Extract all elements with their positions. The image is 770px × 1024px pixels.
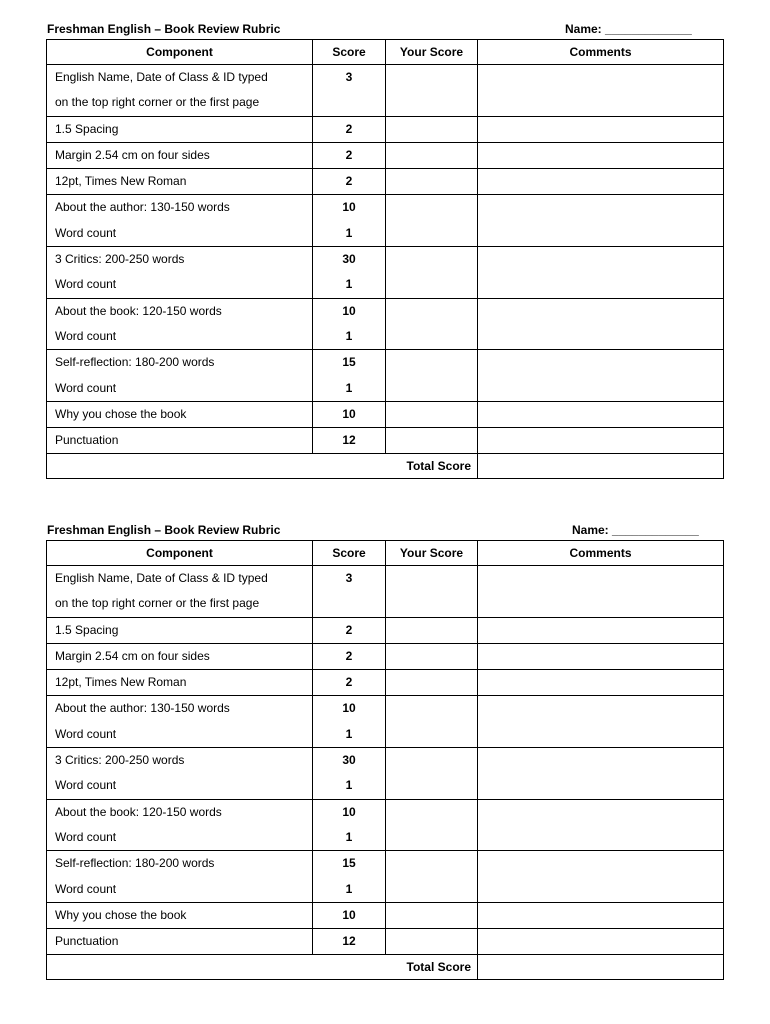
score-cell	[313, 799, 386, 851]
component-text: English Name, Date of Class & ID typed	[55, 70, 268, 84]
component-text: Margin 2.54 cm on four sides	[55, 147, 210, 162]
table-row	[47, 169, 724, 195]
rubric-body	[47, 65, 724, 454]
column-header-your-score: Your Score	[386, 40, 478, 65]
component-text: Word count	[55, 726, 117, 741]
score-value: 10	[342, 804, 356, 819]
score-value: 10	[342, 200, 356, 215]
your-score-cell[interactable]	[386, 670, 478, 696]
component-text: Word count	[55, 778, 117, 793]
score-value: 10	[342, 406, 356, 421]
score-cell	[313, 195, 386, 247]
rubric-top	[46, 20, 723, 479]
comments-cell[interactable]	[478, 401, 724, 427]
comments-cell[interactable]	[478, 142, 724, 168]
score-cell	[313, 670, 386, 696]
rubric-title: Freshman English – Book Review Rubric	[47, 523, 281, 537]
column-header-score: Score	[313, 40, 386, 65]
component-text: 12pt, Times New Roman	[55, 174, 187, 189]
component-cell	[47, 748, 313, 800]
component-text: Why you chose the book	[55, 907, 187, 922]
comments-cell[interactable]	[478, 566, 724, 618]
rubric-body	[47, 566, 724, 955]
table-row	[47, 142, 724, 168]
score-cell	[313, 851, 386, 903]
component-text: English Name, Date of Class & ID typed	[55, 571, 268, 585]
column-header-score: Score	[313, 541, 386, 566]
rubric-title: Freshman English – Book Review Rubric	[47, 22, 281, 36]
score-value: 10	[342, 303, 356, 318]
comments-cell[interactable]	[478, 350, 724, 402]
score-value	[313, 90, 385, 115]
comments-cell[interactable]	[478, 696, 724, 748]
table-row	[47, 617, 724, 643]
component-text: 1.5 Spacing	[55, 121, 119, 136]
component-cell	[47, 401, 313, 427]
score-value: 30	[342, 753, 356, 768]
score-value	[313, 591, 385, 616]
score-value: 2	[345, 147, 353, 162]
component-text: 3 Critics: 200-250 words	[55, 753, 185, 768]
component-text: Punctuation	[55, 934, 119, 949]
your-score-cell[interactable]	[386, 169, 478, 195]
score-cell	[313, 142, 386, 168]
your-score-cell[interactable]	[386, 748, 478, 800]
score-value: 1	[345, 881, 353, 896]
score-value: 12	[342, 433, 356, 448]
component-text: 3 Critics: 200-250 words	[55, 252, 185, 267]
component-text: About the author: 130-150 words	[55, 200, 230, 215]
column-header-component: Component	[47, 40, 313, 65]
component-text: on the top right corner or the first page	[55, 596, 260, 611]
component-cell	[47, 195, 313, 247]
component-text: Word count	[55, 328, 117, 343]
comments-cell[interactable]	[478, 617, 724, 643]
score-cell	[313, 169, 386, 195]
table-row	[47, 195, 724, 247]
score-value: 2	[345, 622, 353, 637]
score-value: 2	[345, 675, 353, 690]
your-score-cell[interactable]	[386, 643, 478, 669]
score-cell	[313, 298, 386, 350]
score-value: 2	[345, 121, 353, 136]
component-text: About the author: 130-150 words	[55, 701, 230, 716]
comments-cell[interactable]	[478, 169, 724, 195]
comments-cell[interactable]	[478, 428, 724, 454]
component-text: Why you chose the book	[55, 406, 187, 421]
score-value: 3	[345, 70, 353, 84]
score-value: 1	[345, 380, 353, 395]
table-header-row	[47, 40, 724, 65]
your-score-cell[interactable]	[386, 247, 478, 299]
your-score-cell[interactable]	[386, 116, 478, 142]
score-value: 12	[342, 934, 356, 949]
comments-cell[interactable]	[478, 65, 724, 117]
component-cell	[47, 617, 313, 643]
column-header-comments: Comments	[478, 541, 724, 566]
total-score-cell[interactable]	[478, 454, 724, 479]
comments-cell[interactable]	[478, 902, 724, 928]
total-score-cell[interactable]	[478, 955, 724, 980]
rubric-header	[46, 20, 723, 39]
component-cell	[47, 428, 313, 454]
component-cell	[47, 142, 313, 168]
your-score-cell[interactable]	[386, 350, 478, 402]
comments-cell[interactable]	[478, 195, 724, 247]
component-cell	[47, 247, 313, 299]
score-value: 10	[342, 701, 356, 716]
table-row	[47, 929, 724, 955]
score-cell	[313, 247, 386, 299]
score-value: 1	[345, 225, 353, 240]
score-value: 1	[345, 726, 353, 741]
score-value: 1	[345, 277, 353, 292]
rubric-bottom	[46, 521, 723, 980]
your-score-cell[interactable]	[386, 799, 478, 851]
component-cell	[47, 851, 313, 903]
component-cell	[47, 696, 313, 748]
component-cell	[47, 169, 313, 195]
your-score-cell[interactable]	[386, 696, 478, 748]
table-row	[47, 902, 724, 928]
comments-cell[interactable]	[478, 851, 724, 903]
component-text: About the book: 120-150 words	[55, 303, 222, 318]
column-header-component: Component	[47, 541, 313, 566]
component-text: 12pt, Times New Roman	[55, 675, 187, 690]
component-cell	[47, 116, 313, 142]
component-cell	[47, 670, 313, 696]
comments-cell[interactable]	[478, 643, 724, 669]
your-score-cell[interactable]	[386, 929, 478, 955]
score-value: 15	[342, 355, 356, 370]
component-cell	[47, 929, 313, 955]
score-cell	[313, 696, 386, 748]
score-value: 15	[342, 856, 356, 871]
table-row	[47, 350, 724, 402]
your-score-cell[interactable]	[386, 65, 478, 117]
your-score-cell[interactable]	[386, 298, 478, 350]
name-field: Name: _____________	[572, 523, 699, 537]
score-cell	[313, 428, 386, 454]
score-value: 1	[345, 829, 353, 844]
table-row	[47, 428, 724, 454]
comments-cell[interactable]	[478, 748, 724, 800]
column-header-your-score: Your Score	[386, 541, 478, 566]
score-value: 2	[345, 648, 353, 663]
component-cell	[47, 643, 313, 669]
score-cell	[313, 929, 386, 955]
table-row	[47, 748, 724, 800]
name-field: Name: _____________	[565, 22, 692, 36]
component-text: About the book: 120-150 words	[55, 804, 222, 819]
rubric-table	[46, 540, 724, 980]
component-cell	[47, 350, 313, 402]
comments-cell[interactable]	[478, 116, 724, 142]
total-score-label: Total Score	[47, 454, 478, 479]
component-text: Word count	[55, 829, 117, 844]
your-score-cell[interactable]	[386, 566, 478, 618]
component-cell	[47, 799, 313, 851]
your-score-cell[interactable]	[386, 195, 478, 247]
table-row	[47, 65, 724, 117]
total-row	[47, 454, 724, 479]
comments-cell[interactable]	[478, 670, 724, 696]
score-cell	[313, 401, 386, 427]
your-score-cell[interactable]	[386, 142, 478, 168]
comments-cell[interactable]	[478, 247, 724, 299]
table-row	[47, 799, 724, 851]
table-row	[47, 116, 724, 142]
score-cell	[313, 748, 386, 800]
table-header-row	[47, 541, 724, 566]
comments-cell[interactable]	[478, 799, 724, 851]
score-cell	[313, 902, 386, 928]
table-row	[47, 566, 724, 618]
component-text: Word count	[55, 881, 117, 896]
your-score-cell[interactable]	[386, 617, 478, 643]
your-score-cell[interactable]	[386, 428, 478, 454]
comments-cell[interactable]	[478, 298, 724, 350]
total-row	[47, 955, 724, 980]
component-text: Punctuation	[55, 433, 119, 448]
comments-cell[interactable]	[478, 929, 724, 955]
score-value: 10	[342, 907, 356, 922]
score-value: 3	[345, 571, 353, 585]
table-row	[47, 851, 724, 903]
component-cell	[47, 298, 313, 350]
score-value: 1	[345, 328, 353, 343]
your-score-cell[interactable]	[386, 401, 478, 427]
table-row	[47, 643, 724, 669]
table-row	[47, 696, 724, 748]
table-row	[47, 401, 724, 427]
score-cell	[313, 566, 386, 618]
component-cell	[47, 566, 313, 618]
score-cell	[313, 65, 386, 117]
rubric-header	[46, 521, 723, 540]
column-header-comments: Comments	[478, 40, 724, 65]
score-value: 2	[345, 174, 353, 189]
rubric-table	[46, 39, 724, 479]
component-text: Word count	[55, 225, 117, 240]
score-value: 30	[342, 252, 356, 267]
score-value: 1	[345, 778, 353, 793]
your-score-cell[interactable]	[386, 851, 478, 903]
score-cell	[313, 116, 386, 142]
component-text: Word count	[55, 277, 117, 292]
component-text: 1.5 Spacing	[55, 622, 119, 637]
table-row	[47, 298, 724, 350]
component-text: Self-reflection: 180-200 words	[55, 856, 215, 871]
component-cell	[47, 65, 313, 117]
score-cell	[313, 350, 386, 402]
component-text: Word count	[55, 380, 117, 395]
component-text: on the top right corner or the first page	[55, 95, 260, 110]
score-cell	[313, 617, 386, 643]
component-text: Margin 2.54 cm on four sides	[55, 648, 210, 663]
component-text: Self-reflection: 180-200 words	[55, 355, 215, 370]
score-cell	[313, 643, 386, 669]
table-row	[47, 670, 724, 696]
component-cell	[47, 902, 313, 928]
table-row	[47, 247, 724, 299]
total-score-label: Total Score	[47, 955, 478, 980]
your-score-cell[interactable]	[386, 902, 478, 928]
